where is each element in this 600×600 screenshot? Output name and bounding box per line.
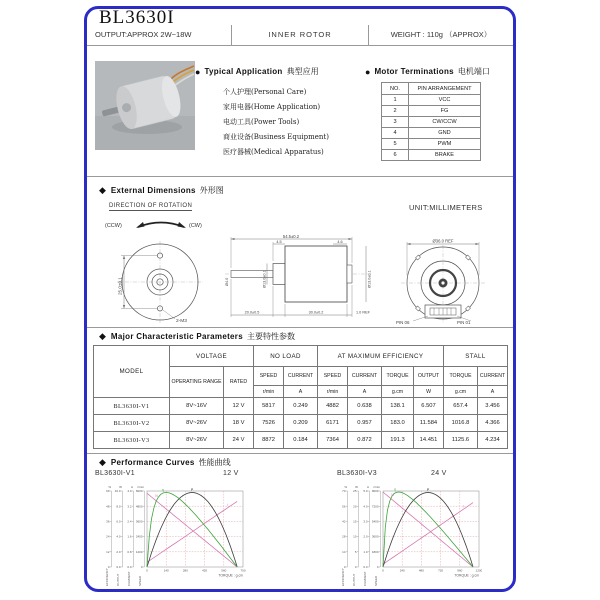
terminations-title-en: Motor Terminations: [374, 67, 454, 76]
svg-text:4.0: 4.0: [127, 489, 132, 494]
svg-text:A: A: [366, 485, 369, 489]
direction-of-rotation-label: DIRECTION OF ROTATION: [109, 203, 193, 209]
parameters-title-en: Major Characteristic Parameters: [110, 332, 243, 341]
svg-text:1200: 1200: [135, 549, 143, 554]
header-output: OUTPUT:APPROX 2W~18W: [87, 25, 232, 45]
motor-photo: [95, 61, 195, 150]
dim-overall-length: 54.5±0.2: [282, 235, 300, 239]
parameters-unit-header: A: [284, 386, 318, 398]
svg-text:960: 960: [457, 568, 463, 573]
header-bar: [87, 25, 513, 46]
parameters-unit-header: g.cm: [382, 386, 414, 398]
unit-note: UNIT:MILLIMETERS: [409, 203, 483, 212]
dim-rear-view-diameter: Ø36.0 REF: [432, 238, 454, 244]
parameters-cell: 183.0: [382, 415, 414, 432]
dim-screws: 2-M3: [176, 319, 187, 324]
parameters-cell: 8V~26V: [170, 432, 224, 449]
parameters-cell: 5817: [254, 398, 284, 415]
parameters-title-cn: 主要特性参数: [246, 332, 295, 341]
bullet-icon: ●: [195, 66, 201, 77]
svg-text:60: 60: [106, 489, 110, 494]
termination-cell: 3: [382, 117, 409, 128]
terminations-body: [382, 95, 481, 161]
parameters-data-row: [94, 398, 508, 415]
parameters-head: [94, 346, 508, 398]
parameters-group-header: AT MAXIMUM EFFICIENCY: [318, 346, 444, 367]
dim-shaft-length: 20.0±0.5: [244, 310, 260, 315]
svg-text:TORQUE : g.cm: TORQUE : g.cm: [454, 573, 479, 578]
svg-text:70: 70: [342, 489, 346, 494]
svg-text:CURRENT: CURRENT: [127, 571, 131, 586]
parameters-model-header: MODEL: [94, 346, 170, 398]
terminations-col-pin: PIN ARRANGEMENT: [409, 83, 481, 95]
parameters-sub-header: SPEED: [254, 367, 284, 386]
svg-text:15: 15: [353, 519, 357, 524]
svg-text:1800: 1800: [371, 549, 379, 554]
parameters-cell: 7364: [318, 432, 348, 449]
svg-text:480: 480: [418, 568, 424, 573]
parameters-data-row: [94, 432, 508, 449]
parameters-sub-header: OUTPUT: [414, 367, 444, 386]
svg-text:η: η: [161, 487, 164, 492]
parameters-sub-header: OPERATING RANGE: [170, 367, 224, 398]
section-divider: [87, 327, 513, 328]
parameters-unit-header: A: [348, 386, 382, 398]
rotation-arc: [138, 223, 184, 228]
termination-cell: 4: [382, 128, 409, 139]
diamond-icon: ◆: [99, 331, 106, 341]
parameters-cell: 8V~26V: [170, 415, 224, 432]
parameters-cell: BL3630I-V2: [94, 415, 170, 432]
application-item: 医疗器械(Medical Apparatus): [223, 148, 324, 156]
termination-cell: 5: [382, 139, 409, 150]
parameters-cell: 1016.8: [444, 415, 478, 432]
termination-cell: 6: [382, 150, 409, 161]
ccw-label: (CCW): [105, 223, 122, 229]
diamond-icon: ◆: [99, 457, 106, 467]
parameters-cell: 138.1: [382, 398, 414, 415]
parameters-sub-header: TORQUE: [444, 367, 478, 386]
pin-01-label: PIN 01: [457, 320, 471, 325]
chart-v1-model-label: BL3630I-V1: [95, 470, 135, 477]
termination-cell: PWM: [409, 139, 481, 150]
svg-text:720: 720: [438, 568, 444, 573]
svg-text:0.8: 0.8: [127, 549, 132, 554]
svg-text:N: N: [391, 492, 394, 497]
parameters-cell: 0.957: [348, 415, 382, 432]
parameters-cell: 6.507: [414, 398, 444, 415]
svg-text:7200: 7200: [371, 504, 379, 509]
parameters-cell: 11.584: [414, 415, 444, 432]
svg-text:560: 560: [221, 568, 227, 573]
svg-text:P: P: [190, 488, 194, 493]
terminations-col-no: NO.: [382, 83, 409, 95]
svg-text:5.0: 5.0: [363, 489, 368, 494]
section-divider: [87, 176, 513, 177]
svg-text:240: 240: [399, 568, 405, 573]
termination-row: [382, 128, 481, 139]
section-divider: [87, 453, 513, 454]
application-item: 个人护理(Personal Care): [223, 88, 307, 96]
parameters-cell: 12 V: [224, 398, 254, 415]
svg-text:SPEED: SPEED: [138, 575, 142, 586]
performance-title-en: Performance Curves: [110, 458, 195, 467]
svg-text:20: 20: [353, 504, 357, 509]
parameters-unit-header: g.cm: [444, 386, 478, 398]
parameters-data-row: [94, 415, 508, 432]
terminations-table: [381, 82, 481, 161]
dim-rear-diameter: Ø13.0±0.1: [367, 270, 372, 288]
termination-cell: GND: [409, 128, 481, 139]
parameters-cell: 3.456: [478, 398, 508, 415]
parameters-cell: 4.234: [478, 432, 508, 449]
svg-text:W: W: [355, 485, 358, 489]
applications-title-cn: 典型应用: [286, 67, 319, 76]
svg-text:12: 12: [106, 549, 110, 554]
svg-text:0.0: 0.0: [363, 565, 368, 570]
svg-text:OUTPUT: OUTPUT: [352, 573, 356, 586]
chart-v3-model-label: BL3630I-V3: [337, 470, 377, 477]
svg-text:10.0: 10.0: [114, 489, 121, 494]
svg-text:EFFICIENCY: EFFICIENCY: [105, 568, 109, 586]
pin-06-label: PIN 06: [396, 320, 410, 325]
termination-cell: BRAKE: [409, 150, 481, 161]
svg-text:I: I: [463, 504, 465, 509]
termination-cell: VCC: [409, 95, 481, 106]
dimension-front-view: [99, 239, 221, 330]
parameters-sub-header: CURRENT: [284, 367, 318, 386]
termination-cell: CW/CCW: [409, 117, 481, 128]
dim-rear-length: 1.0 REF: [356, 310, 370, 315]
parameters-cell: 0.209: [284, 415, 318, 432]
parameters-sub-header: CURRENT: [348, 367, 382, 386]
cw-label: (CW): [189, 223, 202, 229]
parameters-cell: BL3630I-V1: [94, 398, 170, 415]
svg-text:I: I: [227, 503, 229, 508]
parameters-unit-header: r/min: [254, 386, 284, 398]
parameters-cell: 1125.6: [444, 432, 478, 449]
header-rotor: INNER ROTOR: [232, 25, 369, 45]
svg-text:TORQUE : g.cm: TORQUE : g.cm: [218, 573, 243, 578]
svg-text:CURRENT: CURRENT: [363, 571, 367, 586]
dimension-side-view: [223, 235, 375, 330]
svg-text:10: 10: [353, 534, 357, 539]
svg-text:5: 5: [354, 549, 357, 554]
svg-text:56: 56: [342, 504, 346, 509]
application-item: 家用电器(Home Application): [223, 103, 321, 111]
svg-text:EFFICIENCY: EFFICIENCY: [341, 568, 345, 586]
svg-text:%: %: [344, 485, 347, 489]
dim-hub-diameter: Ø13.0±0.1: [262, 270, 267, 288]
svg-text:1.6: 1.6: [127, 534, 132, 539]
svg-text:8.0: 8.0: [116, 504, 121, 509]
parameters-cell: 191.3: [382, 432, 414, 449]
dim-mount-pitch: 25.0±0.1: [117, 277, 123, 295]
termination-row: [382, 95, 481, 106]
termination-cell: FG: [409, 106, 481, 117]
svg-text:W: W: [119, 485, 122, 489]
termination-row: [382, 106, 481, 117]
dim-front-step: 4.5: [276, 240, 282, 244]
termination-cell: 2: [382, 106, 409, 117]
svg-text:36: 36: [106, 519, 110, 524]
svg-text:2.0: 2.0: [116, 549, 121, 554]
svg-text:SPEED: SPEED: [374, 575, 378, 586]
svg-text:1.0: 1.0: [363, 549, 368, 554]
parameters-sub-header: RATED: [224, 367, 254, 398]
svg-text:4.0: 4.0: [116, 534, 121, 539]
application-list: [223, 85, 329, 160]
parameters-cell: 18 V: [224, 415, 254, 432]
svg-text:6.0: 6.0: [116, 519, 121, 524]
datasheet-page: [84, 6, 516, 592]
dimensions-title: [99, 185, 224, 196]
terminations-title-cn: 电机端口: [457, 67, 490, 76]
svg-text:3600: 3600: [135, 519, 143, 524]
svg-text:0.0: 0.0: [127, 565, 132, 570]
parameters-cell: 0.638: [348, 398, 382, 415]
termination-cell: 1: [382, 95, 409, 106]
svg-text:N: N: [155, 493, 158, 498]
parameters-table: [93, 345, 508, 449]
svg-text:0: 0: [140, 565, 143, 570]
svg-text:r/min: r/min: [137, 485, 144, 489]
parameters-cell: 0.184: [284, 432, 318, 449]
dimensions-title-en: External Dimensions: [110, 186, 196, 195]
applications-title-en: Typical Application: [204, 67, 283, 76]
chart-v3-voltage-label: 24 V: [431, 470, 447, 477]
parameters-cell: 8872: [254, 432, 284, 449]
svg-text:0: 0: [382, 568, 384, 573]
rotation-arrow: [105, 216, 217, 237]
svg-text:2.4: 2.4: [127, 519, 132, 524]
svg-text:OUTPUT: OUTPUT: [116, 573, 120, 586]
parameters-body: [94, 398, 508, 449]
svg-text:280: 280: [182, 568, 188, 573]
svg-text:0: 0: [146, 568, 148, 573]
svg-text:2.0: 2.0: [363, 534, 368, 539]
svg-text:0: 0: [376, 565, 379, 570]
motor-photo-illustration: [95, 61, 195, 150]
parameters-group-header: VOLTAGE: [170, 346, 254, 367]
svg-text:24: 24: [106, 534, 110, 539]
diamond-icon: ◆: [99, 185, 106, 195]
parameters-cell: 4.366: [478, 415, 508, 432]
termination-row: [382, 139, 481, 150]
svg-text:4800: 4800: [135, 504, 143, 509]
svg-text:%: %: [108, 485, 111, 489]
svg-text:0.0: 0.0: [116, 565, 121, 570]
svg-text:6000: 6000: [135, 489, 143, 494]
parameters-cell: 24 V: [224, 432, 254, 449]
svg-text:5400: 5400: [371, 519, 379, 524]
parameters-cell: 8V~16V: [170, 398, 224, 415]
svg-text:P: P: [426, 488, 430, 493]
parameters-cell: 0.872: [348, 432, 382, 449]
svg-text:420: 420: [202, 568, 208, 573]
svg-text:2400: 2400: [135, 534, 143, 539]
svg-text:140: 140: [163, 568, 169, 573]
application-item: 商业设备(Business Equipment): [223, 133, 329, 141]
svg-text:0: 0: [354, 565, 357, 570]
svg-text:0: 0: [107, 565, 110, 570]
svg-text:48: 48: [106, 504, 110, 509]
parameters-cell: 6171: [318, 415, 348, 432]
bullet-icon: ●: [365, 66, 371, 77]
svg-text:700: 700: [240, 568, 246, 573]
applications-title: [195, 66, 319, 77]
performance-chart-v1: [101, 483, 246, 587]
dimension-rear-view: [383, 237, 503, 330]
dim-body-step: 4.6: [337, 240, 343, 244]
termination-row: [382, 117, 481, 128]
parameters-unit-header: W: [414, 386, 444, 398]
chart-v1-voltage-label: 12 V: [223, 470, 239, 477]
parameters-group-header: STALL: [444, 346, 508, 367]
terminations-title: [365, 66, 490, 77]
svg-text:r/min: r/min: [373, 485, 380, 489]
svg-text:42: 42: [342, 519, 346, 524]
svg-text:1200: 1200: [475, 568, 482, 573]
svg-text:A: A: [130, 485, 133, 489]
application-item: 电动工具(Power Tools): [223, 118, 300, 126]
svg-text:3.2: 3.2: [127, 504, 132, 509]
parameters-group-header: NO LOAD: [254, 346, 318, 367]
dimensions-title-cn: 外形图: [199, 186, 224, 195]
dim-shaft-diameter: Ø4.0: [225, 277, 229, 286]
performance-chart-v3: [337, 483, 482, 587]
parameters-cell: BL3630I-V3: [94, 432, 170, 449]
parameters-sub-header: TORQUE: [382, 367, 414, 386]
svg-text:14: 14: [342, 549, 346, 554]
parameters-sub-header: CURRENT: [478, 367, 508, 386]
doc-title: BL3630I: [99, 7, 175, 28]
parameters-cell: 657.4: [444, 398, 478, 415]
performance-title: [99, 457, 231, 468]
parameters-group-row: [94, 346, 508, 367]
svg-text:25: 25: [353, 489, 357, 494]
svg-text:28: 28: [342, 534, 346, 539]
parameters-unit-header: A: [478, 386, 508, 398]
performance-title-cn: 性能曲线: [198, 458, 231, 467]
svg-text:0: 0: [343, 565, 346, 570]
parameters-cell: 4882: [318, 398, 348, 415]
parameters-cell: 0.249: [284, 398, 318, 415]
svg-text:4.0: 4.0: [363, 504, 368, 509]
parameters-title: [99, 331, 295, 342]
svg-text:η: η: [394, 487, 397, 492]
dim-body-length: 30.0±0.2: [308, 310, 324, 315]
termination-row: [382, 150, 481, 161]
parameters-cell: 14.451: [414, 432, 444, 449]
svg-text:3600: 3600: [371, 534, 379, 539]
svg-text:3.0: 3.0: [363, 519, 368, 524]
svg-text:9000: 9000: [371, 489, 379, 494]
parameters-sub-header: SPEED: [318, 367, 348, 386]
parameters-unit-header: r/min: [318, 386, 348, 398]
header-weight: WEIGHT : 110g （APPROX）: [390, 30, 492, 39]
parameters-cell: 7526: [254, 415, 284, 432]
